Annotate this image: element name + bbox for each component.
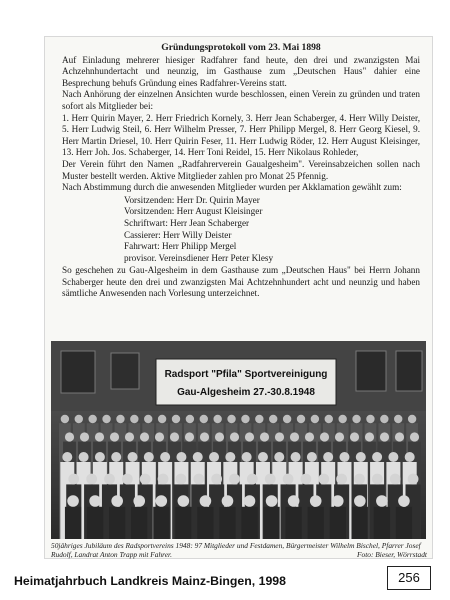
photo-credit: Foto: Bieser, Wörrstadt bbox=[356, 550, 427, 559]
person-head bbox=[140, 432, 149, 441]
person-head bbox=[222, 495, 234, 507]
person-head bbox=[283, 415, 291, 423]
person-head bbox=[247, 474, 258, 485]
person-head bbox=[125, 432, 134, 441]
person-head bbox=[178, 495, 190, 507]
photo-caption bbox=[51, 541, 429, 559]
person-head bbox=[366, 415, 374, 423]
person-body bbox=[352, 507, 368, 539]
person-head bbox=[390, 474, 401, 485]
person-body bbox=[65, 507, 81, 539]
protocol-title: Gründungsprotokoll vom 23. Mai 1898 bbox=[161, 42, 321, 53]
person-head bbox=[140, 474, 151, 485]
person-head bbox=[291, 452, 301, 462]
page-number: 256 bbox=[387, 566, 431, 590]
person-head bbox=[305, 432, 314, 441]
intro-paragraph: Auf Einladung mehrerer hiesiger Radfahrer fand heute, den drei und zwanzigsten Mai Achzehnhundertacht und neunzig, im Gasthause zum „Deutschen Haus" dahier eine Besprechung behufs Gründung eines Radfahrer-Vereins statt. bbox=[62, 54, 420, 88]
person-head bbox=[372, 452, 382, 462]
person-head bbox=[158, 415, 166, 423]
person-head bbox=[200, 415, 208, 423]
person-head bbox=[144, 415, 152, 423]
officer-line: Cassierer: Herr Willy Deister bbox=[124, 229, 232, 240]
officer-line: Vorsitzenden: Herr Dr. Quirin Mayer bbox=[124, 194, 260, 205]
person-head bbox=[170, 432, 179, 441]
person-head bbox=[354, 474, 365, 485]
person-head bbox=[310, 495, 322, 507]
person-head bbox=[408, 474, 419, 485]
person-head bbox=[110, 432, 119, 441]
person-head bbox=[405, 452, 415, 462]
person-head bbox=[172, 415, 180, 423]
members-list-paragraph: 1. Herr Quirin Mayer, 2. Herr Friedrich Kornely, 3. Herr Jean Schaberger, 4. Herr Willy Deister, 5. Herr Ludwig Steil, 6. Herr Wilhelm Presser, 7. Herr Philipp Mergel, 8. Herr Georg Kiesel, 9. Herr Martin Driesel, 10. Herr Quirin Feser, 11. Herr Ludwig Röder, 12. Herr August Kleisinger, 13. Herr Joh. Jos. Schaberger, 14. Herr Toni Reidel, 15. Herr Nikolaus Rohleder, bbox=[62, 112, 420, 158]
person-head bbox=[339, 452, 349, 462]
person-head bbox=[209, 452, 219, 462]
person-head bbox=[61, 415, 69, 423]
person-head bbox=[241, 415, 249, 423]
person-head bbox=[265, 474, 276, 485]
person-head bbox=[290, 432, 299, 441]
person-head bbox=[200, 495, 212, 507]
person-head bbox=[283, 474, 294, 485]
person-head bbox=[394, 415, 402, 423]
person-head bbox=[398, 495, 410, 507]
person-head bbox=[230, 432, 239, 441]
person-head bbox=[176, 452, 186, 462]
person-body bbox=[219, 507, 235, 539]
person-head bbox=[79, 452, 89, 462]
person-head bbox=[335, 432, 344, 441]
person-head bbox=[332, 495, 344, 507]
person-head bbox=[158, 474, 169, 485]
person-body bbox=[241, 507, 257, 539]
person-head bbox=[245, 432, 254, 441]
person-body bbox=[153, 507, 169, 539]
person-head bbox=[68, 474, 79, 485]
group-photo bbox=[51, 341, 426, 539]
person-body bbox=[396, 507, 412, 539]
person-head bbox=[160, 452, 170, 462]
person-head bbox=[229, 474, 240, 485]
book-title: Heimatjahrbuch Landkreis Mainz-Bingen, 1998 bbox=[14, 574, 286, 588]
person-body bbox=[308, 507, 324, 539]
person-head bbox=[225, 452, 235, 462]
person-head bbox=[350, 432, 359, 441]
person-head bbox=[62, 452, 72, 462]
person-head bbox=[65, 432, 74, 441]
person-head bbox=[410, 432, 419, 441]
banner-text-line1: Radsport "Pfila" Sportvereinigung bbox=[164, 369, 328, 380]
banner-text-line2: Gau-Algesheim 27.-30.8.1948 bbox=[177, 387, 315, 398]
person-head bbox=[193, 452, 203, 462]
person-head bbox=[388, 452, 398, 462]
person-head bbox=[122, 474, 133, 485]
person-head bbox=[275, 432, 284, 441]
person-body bbox=[131, 507, 147, 539]
officer-line: provisor. Vereinsdiener Herr Peter Klesy bbox=[124, 252, 274, 263]
crowd bbox=[59, 415, 421, 539]
person-head bbox=[95, 432, 104, 441]
person-head bbox=[88, 415, 96, 423]
person-head bbox=[133, 495, 145, 507]
person-head bbox=[301, 474, 312, 485]
group-photo-image bbox=[51, 341, 426, 539]
person-body bbox=[263, 507, 279, 539]
person-head bbox=[128, 452, 138, 462]
person-head bbox=[102, 415, 110, 423]
person-head bbox=[111, 495, 123, 507]
person-head bbox=[372, 474, 383, 485]
person-head bbox=[200, 432, 209, 441]
officer-line: Vorsitzenden: Herr August Kleisinger bbox=[124, 206, 263, 217]
person-head bbox=[274, 452, 284, 462]
person-head bbox=[269, 415, 277, 423]
person-head bbox=[227, 415, 235, 423]
person-head bbox=[244, 495, 256, 507]
person-head bbox=[215, 432, 224, 441]
person-head bbox=[193, 474, 204, 485]
officer-line: Fahrwart: Herr Philipp Mergel bbox=[124, 241, 237, 252]
person-head bbox=[354, 495, 366, 507]
person-head bbox=[186, 415, 194, 423]
election-paragraph: Nach Abstimmung durch die anwesenden Mitglieder wurden per Akklamation gewählt zum: bbox=[62, 182, 402, 193]
members-intro-paragraph: Nach Anhörung der einzelnen Ansichten wurde beschlossen, einen Verein zu gründen und traten sofort als Mitglieder bei: bbox=[62, 89, 420, 111]
person-head bbox=[185, 432, 194, 441]
person-head bbox=[323, 452, 333, 462]
person-body bbox=[330, 507, 346, 539]
person-head bbox=[311, 415, 319, 423]
person-head bbox=[130, 415, 138, 423]
person-head bbox=[116, 415, 124, 423]
person-head bbox=[336, 474, 347, 485]
caption-text: 50jähriges Jubiläum des Radsportvereins 1948: 97 Mitglieder und Festdamen, Bürgermeister Wilhelm Bischel, Pfarrer Josef Rudolf, Landrat Anton Trapp mit Fahrer. bbox=[51, 541, 421, 559]
person-head bbox=[395, 432, 404, 441]
person-head bbox=[376, 495, 388, 507]
person-head bbox=[365, 432, 374, 441]
person-body bbox=[286, 507, 302, 539]
person-head bbox=[144, 452, 154, 462]
person-head bbox=[155, 432, 164, 441]
person-head bbox=[288, 495, 300, 507]
person-head bbox=[307, 452, 317, 462]
person-head bbox=[86, 474, 97, 485]
person-head bbox=[352, 415, 360, 423]
officers-list bbox=[124, 195, 420, 265]
person-body bbox=[197, 507, 213, 539]
person-head bbox=[260, 432, 269, 441]
person-head bbox=[155, 495, 167, 507]
person-head bbox=[95, 452, 105, 462]
person-head bbox=[80, 432, 89, 441]
person-head bbox=[176, 474, 187, 485]
person-head bbox=[380, 432, 389, 441]
person-head bbox=[258, 452, 268, 462]
person-head bbox=[380, 415, 388, 423]
person-head bbox=[104, 474, 115, 485]
person-head bbox=[356, 452, 366, 462]
person-body bbox=[87, 507, 103, 539]
person-head bbox=[255, 415, 263, 423]
person-body bbox=[374, 507, 390, 539]
closing-paragraph: So geschehen zu Gau-Algesheim in dem Gasthause zum „Deutschen Haus" bei Herrn Johann Schaberger heute den drei und zwanzigsten Mai Achtzehnhundert acht und neunzig und haben sämtliche Anwesenden nach Vorlesung unterzeichnet. bbox=[62, 265, 420, 299]
person-head bbox=[408, 415, 416, 423]
person-head bbox=[297, 415, 305, 423]
person-head bbox=[111, 452, 121, 462]
officer-line: Schriftwart: Herr Jean Schaberger bbox=[124, 217, 250, 228]
person-head bbox=[318, 474, 329, 485]
person-head bbox=[325, 415, 333, 423]
person-head bbox=[242, 452, 252, 462]
person-body bbox=[175, 507, 191, 539]
protocol-text bbox=[62, 42, 420, 300]
person-head bbox=[211, 474, 222, 485]
naming-paragraph: Der Verein führt den Namen „Radfahrerverein Gaualgesheim". Vereinsabzeichen sollen nach Muster bestellt werden. Aktive Mitglieder zahlen pro Monat 25 Pfennig. bbox=[62, 158, 420, 181]
person-head bbox=[89, 495, 101, 507]
person-head bbox=[266, 495, 278, 507]
person-head bbox=[338, 415, 346, 423]
person-head bbox=[320, 432, 329, 441]
person-body bbox=[109, 507, 125, 539]
person-head bbox=[213, 415, 221, 423]
person-head bbox=[67, 495, 79, 507]
person-head bbox=[75, 415, 83, 423]
